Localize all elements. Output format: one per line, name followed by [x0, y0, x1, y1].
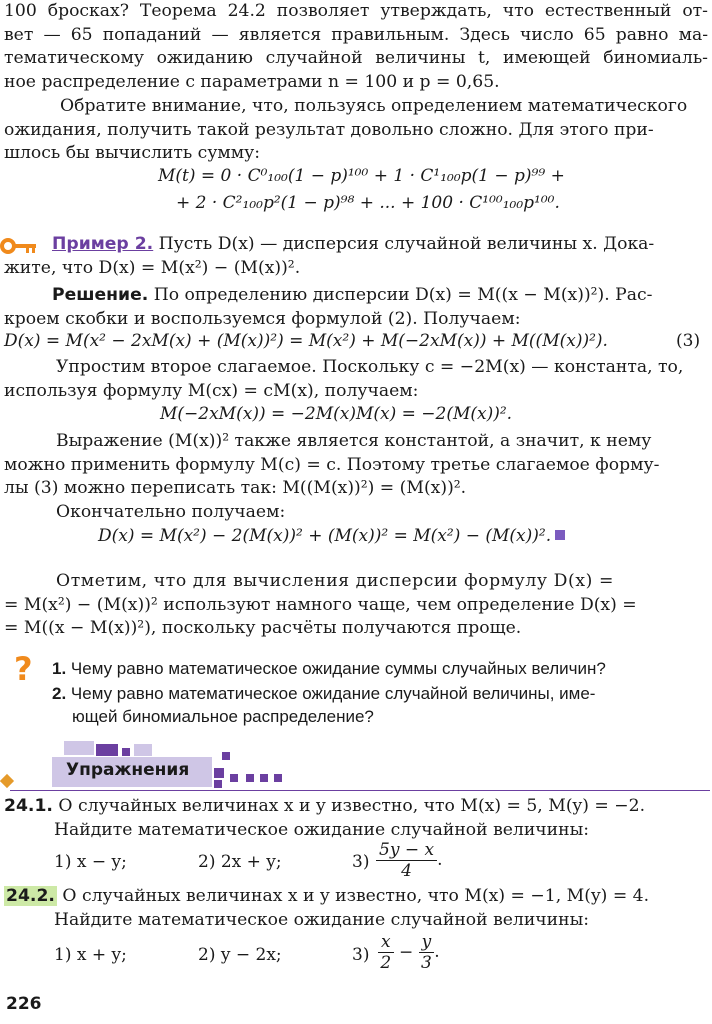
exercise-24-1: [4, 795, 708, 842]
exercise-number: 24.2.: [6, 886, 55, 906]
fraction-denominator: 4: [401, 861, 412, 881]
text-line: тематическому ожиданию случайной величины t, имеющей биномиаль-: [4, 48, 708, 68]
exercise-text: Найдите математическое ожидание случайной величины:: [54, 819, 590, 840]
text-line: Обратите внимание, что, пользуясь определением математического: [60, 96, 688, 116]
solution-label: Решение.: [52, 285, 149, 305]
example-line2: жите, что D(x) = M(x²) − (M(x))².: [4, 258, 301, 278]
question-1: [52, 657, 702, 680]
text-line: лы (3) можно переписать так: M((M(x))²) = (M(x))².: [4, 478, 467, 498]
fraction-numerator: 5y − x: [376, 840, 437, 861]
minus-sign: −: [399, 942, 414, 963]
solution-simplify: [4, 356, 708, 403]
question-number: 2.: [52, 684, 67, 703]
section-divider: [10, 790, 710, 791]
exercise-text: О случайных величинах x и y известно, что M(x) = 5, M(y) = −2.: [52, 796, 646, 816]
exercise-option-1: 1) x − y;: [54, 852, 127, 872]
formula-sum-line1: M(t) = 0 · C⁰₁₀₀(1 − p)¹⁰⁰ + 1 · C¹₁₀₀p(1 − p)⁹⁹ +: [158, 166, 565, 186]
page-number: 226: [6, 994, 42, 1014]
exercise-option-2: 2) y − 2x;: [198, 945, 282, 965]
question-text-cont: ющей биномиальное распределение?: [72, 707, 374, 726]
solution-start: [4, 284, 708, 331]
question-number: 1.: [52, 659, 67, 678]
banner-decoration: [122, 748, 130, 756]
banner-decoration: [274, 774, 282, 782]
exercise-option-3-expression: $\frac{x}{2}$ − $\frac{y}{3}$ .: [378, 932, 440, 973]
fraction-numerator: y: [419, 932, 435, 953]
paragraph-intro: [4, 0, 708, 94]
exercise-text: О случайных величинах x и y известно, что M(x) = −1, M(y) = 4.: [56, 886, 650, 906]
text-line: используя формулу M(cx) = cM(x), получаем:: [4, 380, 419, 401]
banner-decoration: [230, 774, 238, 782]
text-line: вет — 65 попаданий — является правильным. Здесь число 65 равно ма-: [4, 24, 708, 45]
exercise-number: 24.1.: [4, 796, 53, 816]
key-icon: [0, 236, 38, 256]
solution-text: По определению дисперсии D(x) = M((x − M(x))²). Рас-: [148, 285, 653, 305]
text-line: Окончательно получаем:: [56, 501, 286, 522]
exercise-option-3-fraction: $\frac{5y - x}{4}$ .: [376, 840, 442, 881]
end-of-proof-icon: [555, 530, 565, 540]
text-line: ожидания, получить такой результат довольно сложно. Для этого при-: [4, 119, 654, 140]
exercise-option-2: 2) 2x + y;: [198, 852, 282, 872]
example-title-link[interactable]: Пример 2.: [52, 234, 154, 254]
exercise-option-1: 1) x + y;: [54, 945, 127, 965]
banner-decoration: [134, 744, 152, 756]
text-line: Отметим, что для вычисления дисперсии формулу D(x) =: [56, 571, 615, 591]
text-line: Упростим второе слагаемое. Поскольку c = −2M(x) — константа, то,: [56, 357, 684, 377]
banner-decoration: [96, 744, 118, 756]
banner-decoration: [64, 741, 94, 755]
paragraph-remark: [4, 570, 708, 641]
question-text: Чему равно математическое ожидание суммы случайных величин?: [70, 659, 606, 678]
banner-decoration: [222, 752, 230, 760]
formula-5-text: D(x) = M(x²) − 2(M(x))² + (M(x))² = M(x²) − (M(x))².: [98, 526, 552, 546]
text-line: ное распределение с параметрами n = 100 и p = 0,65.: [4, 71, 500, 92]
banner-decoration: [246, 774, 254, 782]
banner-decoration: [260, 774, 268, 782]
text-line: = M((x − M(x))²), поскольку расчёты получаются проще.: [4, 618, 522, 638]
formula-3-number: (3): [676, 331, 701, 351]
example-text: Пусть D(x) — дисперсия случайной величины x. Дока-: [153, 234, 655, 254]
exercises-title: Упражнения: [66, 760, 190, 780]
exercise-text: Найдите математическое ожидание случайной величины:: [54, 909, 590, 930]
question-mark-icon: ?: [14, 650, 33, 688]
text-line: 100 бросках? Теорема 24.2 позволяет утверждать, что естественный от-: [4, 1, 708, 21]
question-text: Чему равно математическое ожидание случайной величины, име-: [70, 684, 596, 703]
formula-5: [98, 526, 565, 546]
banner-decoration: [214, 780, 222, 788]
question-2: [52, 682, 702, 728]
example-block: [52, 233, 708, 257]
exercise-24-2: [4, 885, 708, 932]
paragraph-note-sum: [4, 95, 708, 166]
formula-sum-line2: + 2 · C²₁₀₀p²(1 − p)⁹⁸ + ... + 100 · C¹⁰⁰₁₀₀p¹⁰⁰.: [176, 193, 560, 213]
fraction-numerator: x: [378, 932, 394, 953]
fraction-denominator: 2: [380, 953, 392, 973]
fraction-denominator: 3: [421, 953, 432, 973]
text-line: можно применить формулу M(c) = c. Поэтому третье слагаемое форму-: [4, 454, 660, 475]
diamond-icon: [0, 774, 14, 788]
solution-constant: [4, 430, 708, 524]
exercise-option-3-label: 3): [352, 852, 370, 872]
formula-4: M(−2xM(x)) = −2M(x)M(x) = −2(M(x))².: [160, 404, 513, 424]
formula-3: D(x) = M(x² − 2xM(x) + (M(x))²) = M(x²) + M(−2xM(x)) + M((M(x))²).: [4, 331, 608, 351]
text-line: Выражение (M(x))² также является константой, а значит, к нему: [56, 431, 652, 451]
exercise-option-3-label: 3): [352, 945, 370, 965]
text-line: = M(x²) − (M(x))² используют намного чаще, чем определение D(x) =: [4, 594, 637, 615]
banner-decoration: [214, 768, 224, 778]
text-line: кроем скобки и воспользуемся формулой (2). Получаем:: [4, 308, 521, 329]
text-line: шлось бы вычислить сумму:: [4, 143, 261, 163]
